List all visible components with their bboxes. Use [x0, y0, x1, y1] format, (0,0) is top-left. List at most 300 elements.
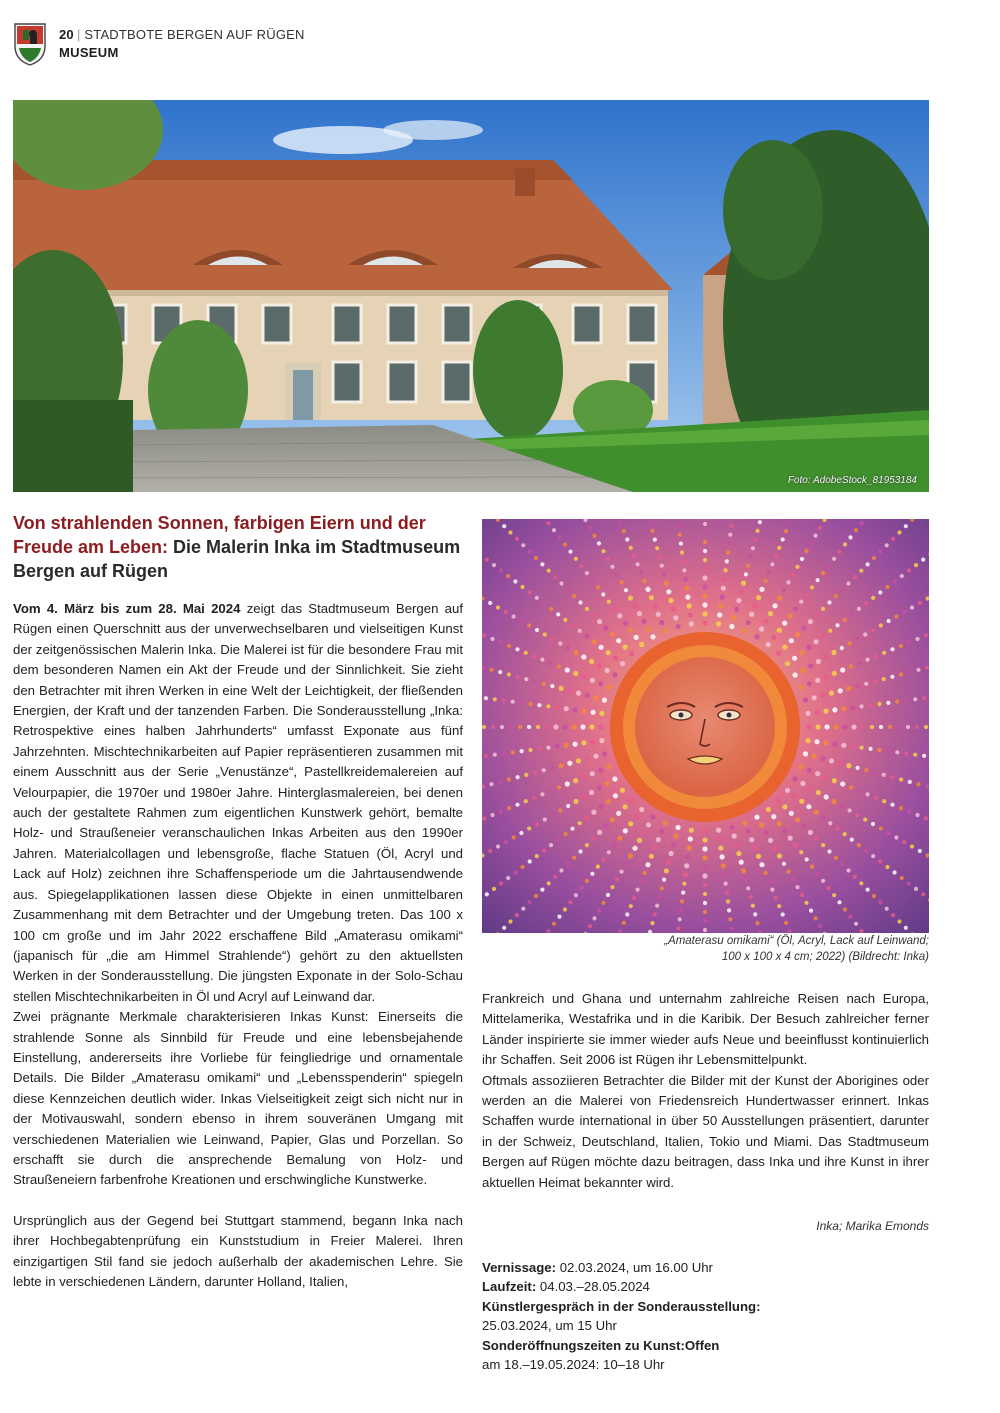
painting-dot	[897, 530, 901, 534]
painting-dot	[886, 749, 890, 753]
painting-dot	[801, 823, 806, 828]
painting-dot	[863, 817, 867, 821]
painting-dot	[849, 664, 853, 668]
painting-dot	[536, 725, 540, 729]
info-vernissage: Vernissage: 02.03.2024, um 16.00 Uhr	[482, 1260, 713, 1275]
painting-dot	[639, 807, 644, 812]
painting-dot	[513, 870, 517, 874]
painting-dot	[588, 526, 592, 530]
painting-dot	[837, 900, 841, 904]
painting-dot	[507, 806, 511, 810]
painting-dot	[599, 738, 604, 743]
painting-dot	[703, 558, 707, 562]
painting-dot	[498, 670, 502, 674]
painting-dot	[886, 701, 890, 705]
painting-dot	[827, 564, 831, 568]
painting-dot	[593, 695, 598, 700]
painting-dot	[810, 865, 814, 869]
painting-dot	[703, 901, 707, 905]
painting-dot	[759, 822, 764, 827]
painting-dot	[552, 528, 556, 532]
painting-dot	[843, 832, 847, 836]
painting-dot	[840, 804, 844, 808]
painting-dot	[885, 585, 889, 589]
painting-dot	[597, 663, 602, 668]
painting-dot	[890, 775, 894, 779]
painting-dot	[558, 641, 562, 645]
article-author: Inka; Marika Emonds	[816, 1219, 929, 1233]
painting-dot	[828, 821, 832, 825]
painting-dot	[803, 751, 808, 756]
painting-dot	[671, 607, 676, 612]
painting-dot	[528, 748, 532, 752]
painting-dot	[563, 618, 567, 622]
painting-dot	[581, 654, 586, 659]
painting-dot	[581, 794, 586, 799]
painting-dot	[678, 533, 682, 537]
painting-dot	[902, 840, 906, 844]
painting-dot	[729, 524, 733, 528]
painting-dot	[766, 642, 771, 647]
info-oeffnung-value: am 18.–19.05.2024: 10–18 Uhr	[482, 1357, 665, 1373]
painting-dot	[726, 550, 730, 554]
painting-dot	[772, 846, 777, 851]
painting-dot	[913, 697, 917, 701]
publication-title: | STADTBOTE BERGEN AUF RÜGEN	[77, 27, 305, 42]
painting-dot	[827, 886, 831, 890]
painting-dot	[506, 876, 510, 880]
painting-dot	[703, 883, 707, 887]
painting-dot	[837, 550, 841, 554]
painting-dot	[799, 685, 804, 690]
painting-dot	[749, 555, 753, 559]
painting-dot	[549, 789, 553, 793]
painting-dot	[551, 813, 555, 817]
painting-dot	[540, 562, 544, 566]
painting-dot	[622, 921, 626, 925]
painting-dot	[515, 647, 519, 651]
info-gespraech-label: Künstlergespräch in der Sonderausstellung:	[482, 1298, 761, 1314]
painting-dot	[639, 642, 644, 647]
painting-dot	[504, 840, 508, 844]
painting-dot	[646, 627, 651, 632]
painting-dot	[568, 550, 572, 554]
painting-dot	[915, 725, 919, 729]
painting-dot	[879, 725, 883, 729]
painting-dot	[573, 778, 578, 783]
painting-dot	[832, 742, 837, 747]
painting-dot	[795, 817, 800, 822]
painting-dot	[774, 554, 778, 558]
painting-dot	[882, 677, 886, 681]
painting-dot	[702, 873, 707, 878]
painting-dot	[540, 792, 544, 796]
painting-dot	[549, 843, 553, 847]
painting-dot	[572, 856, 576, 860]
painting-dot	[777, 546, 781, 550]
painting-dot	[629, 651, 634, 656]
painting-dot	[718, 845, 723, 850]
bergen-coat-of-arms-icon	[13, 20, 47, 66]
painting-dot	[702, 837, 707, 842]
painting-dot	[632, 603, 637, 608]
painting-dot	[597, 541, 601, 545]
painting-dot	[897, 725, 901, 729]
painting-dot	[913, 753, 917, 757]
painting-dot	[606, 893, 610, 897]
painting-dot	[859, 569, 863, 573]
painting-dot	[639, 571, 643, 575]
painting-dot	[528, 702, 532, 706]
painting-dot	[662, 572, 666, 576]
painting-dot	[702, 584, 707, 589]
painting-dot	[637, 838, 642, 843]
painting-dot	[579, 564, 583, 568]
painting-dot	[535, 628, 539, 632]
article-headline	[13, 511, 473, 583]
painting-dot	[617, 613, 622, 618]
painting-dot	[856, 684, 860, 688]
painting-dot	[879, 623, 883, 627]
painting-dot	[789, 638, 794, 643]
painting-dot	[511, 700, 515, 704]
painting-dot	[683, 577, 688, 582]
painting-dot	[513, 579, 517, 583]
painting-dot	[832, 557, 836, 561]
painting-dot	[870, 725, 874, 729]
painting-dot	[519, 831, 523, 835]
painting-dot	[553, 575, 557, 579]
painting-dot	[777, 904, 781, 908]
painting-dot	[893, 579, 897, 583]
painting-dot	[732, 615, 737, 620]
painting-dot	[777, 853, 782, 858]
painting-dot	[871, 854, 875, 858]
painting-dot	[650, 634, 655, 639]
painting-dot	[840, 781, 845, 786]
painting-dot	[632, 554, 636, 558]
painting-dot	[806, 724, 811, 729]
painting-dot	[827, 849, 831, 853]
painting-dot	[808, 663, 813, 668]
painting-dot	[799, 850, 803, 854]
painting-dot	[557, 535, 561, 539]
painting-dot	[601, 592, 605, 596]
painting-dot	[829, 758, 834, 763]
painting-dot	[781, 537, 785, 541]
painting-dot	[500, 725, 504, 729]
painting-dot	[801, 625, 806, 630]
painting-dot	[671, 842, 676, 847]
painting-dot	[727, 542, 731, 546]
painting-dot	[637, 611, 642, 616]
painting-dot	[703, 928, 707, 932]
painting-dot	[545, 725, 549, 729]
painting-dot	[725, 559, 729, 563]
painting-dot	[821, 571, 825, 575]
painting-dot	[832, 707, 837, 712]
painting-dot	[562, 724, 567, 729]
painting-dot	[496, 605, 500, 609]
painting-dot	[734, 607, 739, 612]
painting-dot	[567, 761, 572, 766]
painting-dot	[602, 751, 607, 756]
painting-dot	[623, 645, 628, 650]
painting-dot	[521, 543, 525, 547]
painting-dot	[922, 696, 926, 700]
painting-dot	[681, 559, 685, 563]
painting-dot	[553, 875, 557, 879]
painting-dot	[832, 893, 836, 897]
painting-dot	[872, 556, 876, 560]
painting-dot	[795, 565, 799, 569]
painting-dot	[636, 888, 640, 892]
painting-dot	[549, 607, 553, 611]
painting-dot	[871, 822, 875, 826]
painting-dot	[572, 594, 576, 598]
painting-dot	[785, 661, 790, 666]
painting-dot	[484, 696, 488, 700]
painting-dot	[566, 588, 570, 592]
painting-dot	[891, 913, 895, 917]
painting-dot	[528, 590, 532, 594]
painting-dot	[749, 612, 754, 617]
painting-dot	[508, 530, 512, 534]
painting-dot	[810, 585, 814, 589]
painting-dot	[732, 834, 737, 839]
painting-dot	[581, 674, 586, 679]
painting-dot	[581, 709, 586, 714]
painting-dot	[808, 785, 813, 790]
painting-dot	[664, 868, 669, 873]
painting-dot	[720, 595, 725, 600]
painting-dot	[623, 621, 628, 626]
painting-dot	[763, 619, 768, 624]
painting-dot	[498, 780, 502, 784]
painting-dot	[596, 585, 600, 589]
painting-dot	[489, 668, 493, 672]
painting-dot	[634, 814, 639, 819]
painting-dot	[534, 556, 538, 560]
painting-dot	[924, 816, 928, 820]
painting-dot	[632, 896, 636, 900]
painting-dot	[542, 682, 546, 686]
painting-dot	[877, 702, 881, 706]
painting-dot	[660, 564, 664, 568]
painting-dot	[882, 773, 886, 777]
painting-dot	[484, 754, 488, 758]
painting-dot	[908, 780, 912, 784]
painting-dot	[871, 596, 875, 600]
painting-dot	[639, 879, 643, 883]
painting-dot	[555, 744, 560, 749]
painting-dot	[921, 892, 925, 896]
painting-dot	[488, 849, 492, 853]
museum-photo	[13, 100, 929, 492]
painting-dot	[918, 601, 922, 605]
painting-dot	[782, 828, 787, 833]
painting-dot	[770, 888, 774, 892]
painting-dot	[681, 891, 685, 895]
painting-dot	[899, 777, 903, 781]
painting-dot	[702, 855, 707, 860]
painting-dot	[482, 725, 486, 729]
painting-dot	[606, 764, 611, 769]
painting-dot	[814, 739, 819, 744]
painting-dot	[823, 740, 828, 745]
painting-dot	[887, 831, 891, 835]
painting-dot	[924, 633, 928, 637]
painting-dot	[873, 771, 877, 775]
painting-dot	[786, 870, 790, 874]
painting-dot	[613, 656, 618, 661]
painting-dot	[547, 881, 551, 885]
painting-dot	[777, 821, 782, 826]
painting-dot	[512, 614, 516, 618]
painting-dot	[606, 685, 611, 690]
painting-dot	[763, 871, 767, 875]
painting-dot	[556, 838, 560, 842]
painting-dot	[610, 885, 614, 889]
painting-dot	[499, 810, 503, 814]
painting-dot	[754, 815, 759, 820]
painting-dot	[578, 600, 582, 604]
painting-dot	[688, 836, 693, 841]
painting-dot	[855, 637, 859, 641]
painting-dot	[493, 697, 497, 701]
painting-dot	[659, 829, 664, 834]
painting-dot	[590, 771, 595, 776]
painting-dot	[601, 901, 605, 905]
painting-dot	[774, 896, 778, 900]
painting-dot	[827, 600, 831, 604]
painting-dot	[753, 845, 758, 850]
painting-dot	[726, 899, 730, 903]
article-column-left	[13, 599, 463, 1292]
painting-dot	[799, 764, 804, 769]
painting-dot	[645, 587, 650, 592]
painting-dot	[535, 822, 539, 826]
painting-dot	[624, 862, 628, 866]
painting-dot	[907, 810, 911, 814]
painting-dot	[592, 534, 596, 538]
painting-dot	[519, 619, 523, 623]
painting-dot	[749, 895, 753, 899]
painting-dot	[534, 894, 538, 898]
painting-dot	[520, 865, 524, 869]
painting-dot	[815, 678, 820, 683]
painting-dot	[806, 804, 811, 809]
painting-dot	[591, 837, 595, 841]
painting-dot	[724, 882, 728, 886]
painting-dot	[520, 585, 524, 589]
painting-dot	[520, 749, 524, 753]
painting-dot	[502, 751, 506, 755]
painting-dot	[838, 761, 843, 766]
painting-dot	[605, 668, 610, 673]
painting-dot	[499, 640, 503, 644]
painting-dot	[842, 724, 847, 729]
painting-dot	[527, 725, 531, 729]
painting-dot	[502, 926, 506, 930]
painting-dot	[821, 607, 825, 611]
painting-dot	[591, 613, 595, 617]
painting-dot	[800, 781, 805, 786]
painting-dot	[499, 881, 503, 885]
painting-dot	[782, 645, 787, 650]
painting-dot	[793, 776, 798, 781]
painting-dot	[489, 782, 493, 786]
article-lead-dates: Vom 4. März bis zum 28. Mai 2024	[13, 601, 241, 616]
painting-dot	[591, 810, 596, 815]
painting-dot	[689, 828, 694, 833]
painting-dot	[806, 645, 811, 650]
painting-dot	[603, 823, 608, 828]
painting-dot	[746, 620, 751, 625]
info-oeffnung-label: Sonderöffnungszeiten zu Kunst:Offen	[482, 1337, 720, 1353]
painting-dot	[891, 537, 895, 541]
painting-dot	[597, 909, 601, 913]
painting-dot	[716, 621, 721, 626]
painting-dot	[702, 602, 707, 607]
painting-dot	[610, 565, 614, 569]
painting-dot	[589, 724, 594, 729]
painting-dot	[788, 521, 792, 525]
painting-dot	[777, 595, 782, 600]
painting-dot	[890, 803, 894, 807]
painting-dot	[669, 851, 674, 856]
painting-dot	[922, 754, 926, 758]
painting-dot	[585, 571, 589, 575]
painting-dot	[850, 705, 855, 710]
painting-dot	[646, 822, 651, 827]
headline-red-part: Von strahlenden Sonnen, farbigen Eiern und der Freude am Leben:	[13, 513, 426, 557]
painting-dot	[736, 851, 741, 856]
info-laufzeit: Laufzeit: 04.03.–28.05.2024	[482, 1279, 650, 1295]
painting-dot	[921, 558, 925, 562]
painting-dot	[910, 605, 914, 609]
painting-dot	[793, 672, 798, 677]
painting-dot	[653, 538, 657, 542]
painting-dot	[763, 830, 768, 835]
painting-dot	[702, 575, 707, 580]
painting-dot	[521, 907, 525, 911]
painting-dot	[573, 742, 578, 747]
museum-building-illustration	[13, 100, 929, 492]
painting-dot	[785, 788, 790, 793]
painting-dot	[816, 578, 820, 582]
painting-dot	[786, 580, 790, 584]
painting-dot	[814, 810, 819, 815]
painting-dot	[890, 647, 894, 651]
painting-dot	[755, 529, 759, 533]
painting-dot	[509, 725, 513, 729]
painting-dot	[904, 926, 908, 930]
painting-dot	[742, 628, 747, 633]
painting-dot	[524, 773, 528, 777]
painting-dot	[615, 573, 619, 577]
painting-dot	[824, 724, 829, 729]
painting-dot	[673, 834, 678, 839]
painting-dot	[652, 603, 657, 608]
painting-dot	[755, 921, 759, 925]
painting-dot	[702, 828, 707, 833]
painting-dot	[722, 872, 727, 877]
painting-dot	[703, 910, 707, 914]
painting-dot	[841, 743, 846, 748]
exhibition-info	[482, 1258, 929, 1374]
painting-dot	[814, 710, 819, 715]
